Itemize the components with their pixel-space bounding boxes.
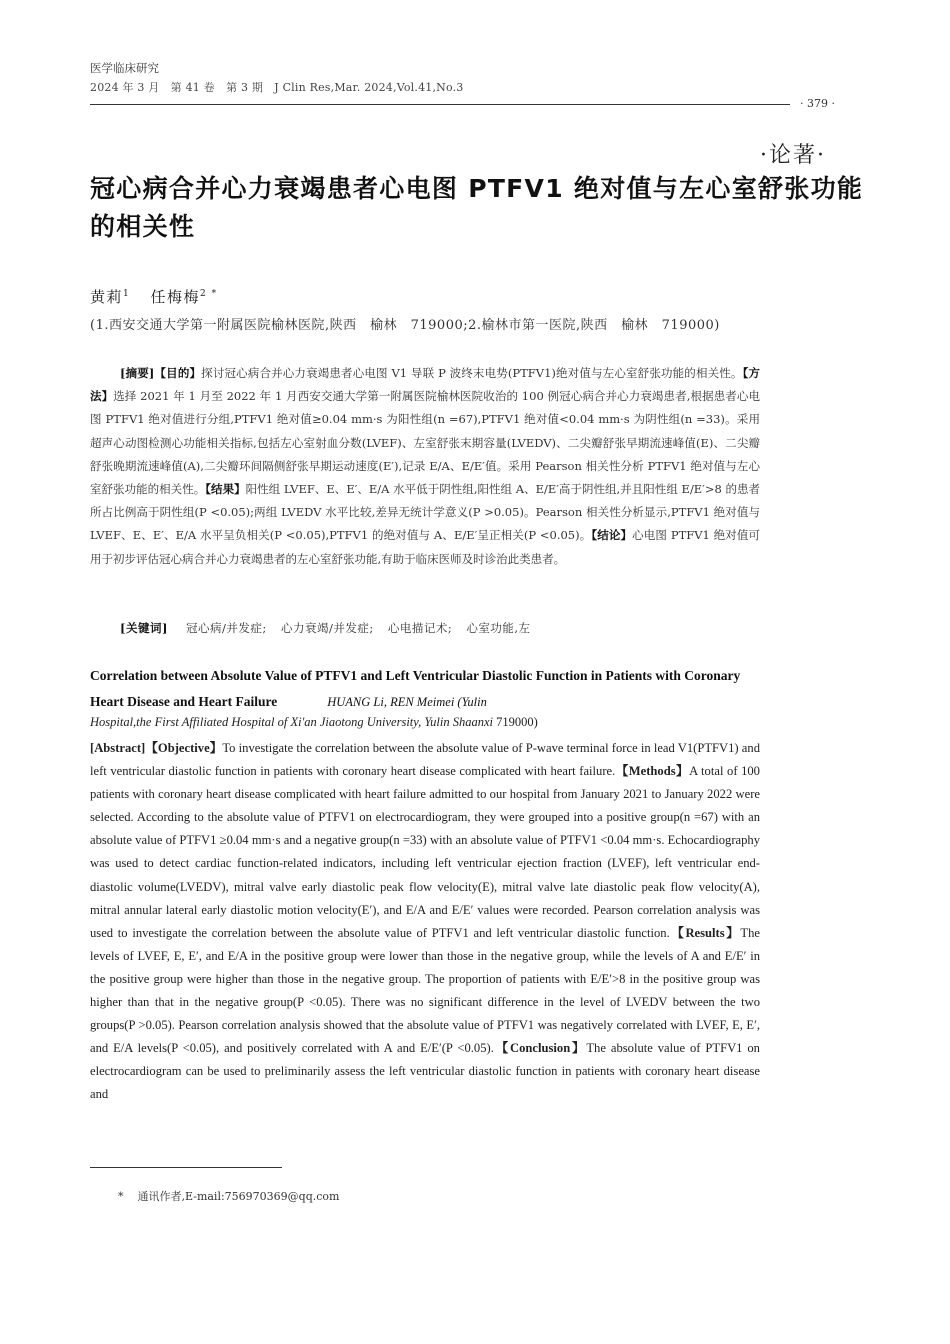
chinese-keywords (120, 620, 541, 636)
paper-title: 冠心病合并心力衰竭患者心电图 PTFV1 绝对值与左心室舒张功能的相关性 (90, 174, 864, 241)
journal-name: 医学临床研究 (90, 61, 159, 75)
footnote-divider (90, 1167, 282, 1168)
results-text: The levels of LVEF, E, E′, and E/A in the positive group were lower than those in the negative group, while the levels of A and E/E′ in the positive group were higher than those in the negative group. The proportion of patients with E/E′>8 in the positive group was higher than that in the negative group(P <0.05). There was no significant difference in the level of LVEDV between the two groups(P >0.05). Pearson correlation analysis showed that the absolute value of PTFV1 was negatively correlated with LVEF, E, E′, and E/A levels(P <0.05), and positively correlated with A and E/E′(P <0.05). (90, 925, 760, 1056)
conclusion-text: The absolute value of PTFV1 on electrocardiogram can be used to preliminarily assess the left ventricular diastolic function in patients with coronary heart disease and (90, 1041, 760, 1102)
footnote-text: 通讯作者,E-mail:756970369@qq.com (137, 1190, 340, 1203)
objective-text: To investigate the correlation between the absolute value of P-wave terminal force in lead V1(PTFV1) and left ventricular diastolic function in patients with coronary heart disease complicated with heart failure. (90, 741, 760, 779)
results-text: 阳性组 LVEF、E、E′、E/A 水平低于阴性组,阳性组 A、E/E′高于阴性组,并且阳性组 E/E′>8 的患者所占比例高于阴性组(P <0.05);两组 LVEDV 水平比较,差异无统计学意义(P >0.05)。Pearson 相关性分析显示,PTFV1 绝对值与 LVEF、E、E′、E/A 水平呈负相关(P <0.05),PTFV1 的绝对值与 A、E/E′呈正相关(P <0.05)。 (90, 482, 761, 543)
english-authors: HUANG Li, REN Meimei (Yulin (327, 695, 487, 709)
methods-label: 【Methods】 (615, 764, 690, 779)
abstract-label: [Abstract] (90, 741, 146, 755)
author-affiliation-marker: 2 * (200, 289, 218, 299)
results-label: 【Results】 (669, 925, 741, 940)
author-name: 任梅梅 (150, 288, 201, 306)
results-label: 【结果】 (205, 482, 246, 497)
keyword: 心力衰竭/并发症; (280, 621, 374, 635)
author-affiliation: (1.西安交通大学第一附属医院榆林医院,陕西 榆林 719000;2.榆林市第一医院,陕西 榆林 719000) (90, 318, 720, 333)
author-line (90, 286, 218, 307)
objective-label: 【目的】 (154, 366, 202, 380)
author-name: 黄莉 (90, 288, 124, 306)
english-affiliation-text: Hospital,the First Affiliated Hospital of Xi'an Jiaotong University, Yulin Shaanxi (90, 715, 494, 729)
chinese-abstract (90, 362, 760, 571)
english-title (90, 663, 760, 715)
objective-label: 【Objective】 (145, 741, 223, 755)
conclusion-label: 【结论】 (591, 528, 633, 543)
methods-label: 【方法】 (90, 366, 761, 404)
english-affiliation (90, 715, 760, 730)
keyword: 冠心病/并发症; (186, 621, 267, 635)
conclusion-label: 【Conclusion】 (493, 1041, 587, 1056)
methods-text: 选择 2021 年 1 月至 2022 年 1 月西安交通大学第一附属医院榆林医院收治的 100 例冠心病合并心力衰竭患者,根据患者心电图 PTFV1 绝对值进行分组,PTFV1 绝对值≥0.04 mm·s 为阳性组(n =67),PTFV1 绝对值<0.04 mm·s 为阴性组(n =33)。采用超声心动图检测心功能相关指标,包括左心室射血分数(LVEF)、左室舒张末期容量(LVEDV)、二尖瓣舒张早期流速峰值(E)、二尖瓣舒张晚期流速峰值(A),二尖瓣环间隔侧舒张早期运动速度(E′),记录 E/A、E/E′值。采用 Pearson 相关性分析 PTFV1 绝对值与左心室舒张功能的相关性。 (90, 389, 760, 497)
english-affiliation-zip: 719000) (496, 715, 538, 729)
footnote (118, 1188, 339, 1204)
footnote-marker: * (118, 1190, 124, 1203)
conclusion-text: 心电图 PTFV1 绝对值可用于初步评估冠心病合并心力衰竭患者的左心室舒张功能,有助于临床医师及时诊治此类患者。 (90, 528, 761, 566)
header-divider (90, 104, 790, 105)
objective-text: 探讨冠心病合并心力衰竭患者心电图 V1 导联 P 波终末电势(PTFV1)绝对值与左心室舒张功能的相关性。 (201, 366, 743, 380)
keyword: 心电描记术; (387, 621, 453, 635)
author-affiliation-marker: 1 (123, 289, 131, 299)
keyword: 心室功能,左 (466, 621, 531, 635)
section-tag: ·论著· (760, 143, 826, 168)
journal-issue-info: 2024 年 3 月 第 41 卷 第 3 期 J Clin Res,Mar. 2024,Vol.41,No.3 (90, 81, 464, 94)
english-title-text: Correlation between Absolute Value of PTFV1 and Left Ventricular Diastolic Function in Patients with Coronary Heart Disease and Heart Failure (90, 668, 741, 709)
page-number: · 379 · (800, 97, 835, 110)
english-abstract (90, 737, 760, 1107)
methods-text: A total of 100 patients with coronary heart disease complicated with heart failure admitted to our hospital from January 2021 to January 2022 were selected. According to the absolute value of PTFV1 on electrocardiogram, they were grouped into a positive group(n =67) with an absolute value of PTFV1 ≥0.04 mm·s and a negative group(n =33) with an absolute value of PTFV1 <0.04 mm·s. Echocardiography was used to detect cardiac function-related indicators, including left ventricular ejection fraction (LVEF), left ventricular end-diastolic volume(LVEDV), mitral valve early diastolic peak flow velocity(E), mitral valve late diastolic peak flow velocity(A), mitral annular lateral early diastolic motion velocity(E′), and E/A and E/E′ values were recorded. Pearson correlation analysis was used to investigate the correlation between the absolute value of PTFV1 and left ventricular diastolic function. (90, 764, 760, 940)
keywords-label: [关键词] (120, 621, 168, 635)
abstract-label: [摘要] (120, 366, 155, 380)
